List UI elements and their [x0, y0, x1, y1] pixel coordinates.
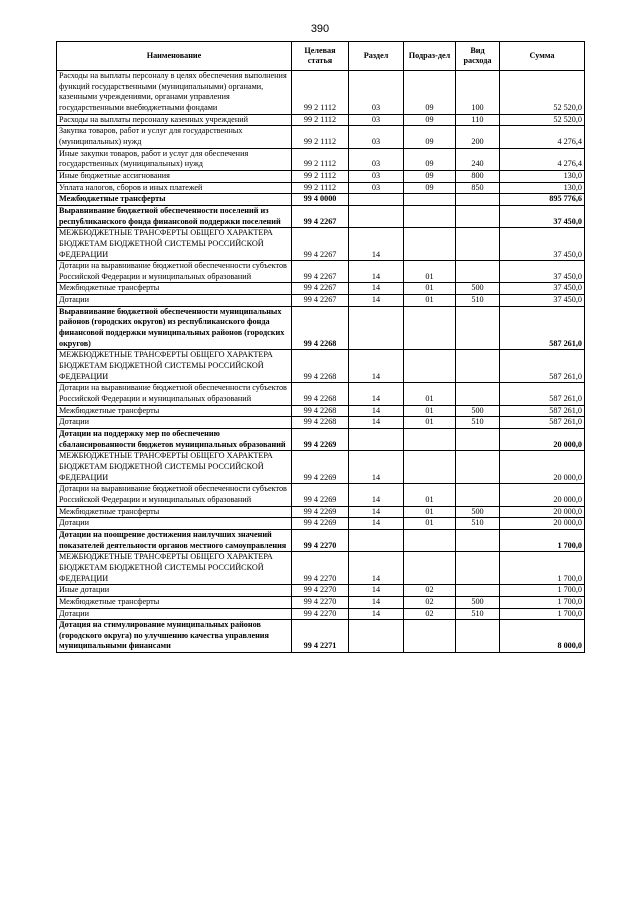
cell-subsection: 02 — [404, 596, 456, 608]
table-row — [57, 261, 585, 283]
cell-section: 03 — [349, 148, 404, 170]
cell-section: 14 — [349, 506, 404, 518]
cell-name: Уплата налогов, сборов и иных платежей — [57, 182, 292, 194]
cell-subsection: 01 — [404, 261, 456, 283]
cell-sum: 8 000,0 — [500, 620, 585, 653]
budget-table — [56, 41, 585, 653]
table-header-row — [57, 42, 585, 71]
table-row — [57, 205, 585, 227]
cell-target-article: 99 2 1112 — [292, 71, 349, 115]
cell-sum: 37 450,0 — [500, 205, 585, 227]
cell-target-article: 99 4 2267 — [292, 283, 349, 295]
cell-target-article: 99 4 2270 — [292, 608, 349, 620]
cell-name: Дотации на поддержку мер по обеспечению сбалансированности бюджетов муниципальных образований — [57, 429, 292, 451]
table-row — [57, 596, 585, 608]
cell-name: Расходы на выплаты персоналу казенных учреждений — [57, 114, 292, 126]
cell-target-article: 99 4 2268 — [292, 417, 349, 429]
cell-name: Межбюджетные трансферты — [57, 405, 292, 417]
header-section: Раздел — [349, 42, 404, 71]
header-target-article: Целевая статья — [292, 42, 349, 71]
cell-section: 14 — [349, 383, 404, 405]
cell-expense-type: 510 — [456, 417, 500, 429]
cell-sum: 20 000,0 — [500, 451, 585, 484]
cell-expense-type — [456, 350, 500, 383]
cell-name: Иные дотации — [57, 585, 292, 597]
cell-target-article: 99 2 1112 — [292, 114, 349, 126]
cell-name: МЕЖБЮДЖЕТНЫЕ ТРАНСФЕРТЫ ОБЩЕГО ХАРАКТЕРА БЮДЖЕТАМ БЮДЖЕТНОЙ СИСТЕМЫ РОССИЙСКОЙ ФЕДЕРАЦИИ — [57, 228, 292, 261]
cell-section — [349, 306, 404, 350]
cell-section — [349, 620, 404, 653]
cell-expense-type — [456, 194, 500, 206]
cell-target-article: 99 4 2271 — [292, 620, 349, 653]
cell-name: Дотации на поощрение достижения наилучших значений показателей деятельности органов местного самоуправления — [57, 529, 292, 551]
cell-expense-type — [456, 261, 500, 283]
cell-section: 14 — [349, 585, 404, 597]
cell-section: 14 — [349, 350, 404, 383]
cell-target-article: 99 4 2269 — [292, 484, 349, 506]
cell-section: 14 — [349, 295, 404, 307]
cell-target-article: 99 4 2269 — [292, 506, 349, 518]
header-expense-type: Вид расхода — [456, 42, 500, 71]
cell-sum: 37 450,0 — [500, 295, 585, 307]
table-row — [57, 620, 585, 653]
cell-subsection: 01 — [404, 518, 456, 530]
table-row — [57, 518, 585, 530]
cell-expense-type: 500 — [456, 506, 500, 518]
cell-name: Дотация на стимулирование муниципальных районов (городского округа) по улучшению качества управления муниципальными финансами — [57, 620, 292, 653]
table-row — [57, 170, 585, 182]
cell-sum: 4 276,4 — [500, 148, 585, 170]
cell-sum: 37 450,0 — [500, 283, 585, 295]
cell-target-article: 99 4 2270 — [292, 552, 349, 585]
table-row — [57, 182, 585, 194]
cell-section: 14 — [349, 405, 404, 417]
cell-subsection — [404, 350, 456, 383]
cell-expense-type — [456, 585, 500, 597]
cell-target-article: 99 4 2269 — [292, 518, 349, 530]
table-row — [57, 228, 585, 261]
header-subsection: Подраз-дел — [404, 42, 456, 71]
cell-sum: 37 450,0 — [500, 261, 585, 283]
cell-sum: 20 000,0 — [500, 518, 585, 530]
cell-expense-type — [456, 306, 500, 350]
cell-subsection: 09 — [404, 114, 456, 126]
cell-target-article: 99 4 2270 — [292, 596, 349, 608]
cell-subsection — [404, 306, 456, 350]
cell-sum: 4 276,4 — [500, 126, 585, 148]
cell-subsection: 01 — [404, 383, 456, 405]
cell-section: 14 — [349, 608, 404, 620]
table-row — [57, 194, 585, 206]
cell-expense-type: 800 — [456, 170, 500, 182]
cell-section — [349, 205, 404, 227]
cell-target-article: 99 4 2268 — [292, 306, 349, 350]
cell-subsection: 09 — [404, 182, 456, 194]
table-row — [57, 114, 585, 126]
cell-sum: 895 776,6 — [500, 194, 585, 206]
page-number: 390 — [310, 23, 330, 35]
cell-sum: 1 700,0 — [500, 585, 585, 597]
cell-sum: 52 520,0 — [500, 114, 585, 126]
cell-subsection: 01 — [404, 506, 456, 518]
cell-name: Дотации на выравнивание бюджетной обеспеченности субъектов Российской Федерации и муниципальных образований — [57, 261, 292, 283]
table-row — [57, 405, 585, 417]
cell-sum: 20 000,0 — [500, 506, 585, 518]
cell-name: Дотации — [57, 518, 292, 530]
cell-target-article: 99 2 1112 — [292, 126, 349, 148]
cell-expense-type: 510 — [456, 295, 500, 307]
cell-subsection — [404, 552, 456, 585]
cell-expense-type — [456, 484, 500, 506]
cell-name: МЕЖБЮДЖЕТНЫЕ ТРАНСФЕРТЫ ОБЩЕГО ХАРАКТЕРА БЮДЖЕТАМ БЮДЖЕТНОЙ СИСТЕМЫ РОССИЙСКОЙ ФЕДЕРАЦИИ — [57, 451, 292, 484]
cell-expense-type — [456, 228, 500, 261]
cell-section: 14 — [349, 518, 404, 530]
cell-expense-type — [456, 205, 500, 227]
cell-subsection: 01 — [404, 405, 456, 417]
cell-section — [349, 529, 404, 551]
cell-expense-type: 510 — [456, 518, 500, 530]
cell-subsection: 09 — [404, 71, 456, 115]
cell-section: 14 — [349, 484, 404, 506]
table-row — [57, 283, 585, 295]
table-row — [57, 451, 585, 484]
cell-subsection: 09 — [404, 148, 456, 170]
cell-name: МЕЖБЮДЖЕТНЫЕ ТРАНСФЕРТЫ ОБЩЕГО ХАРАКТЕРА БЮДЖЕТАМ БЮДЖЕТНОЙ СИСТЕМЫ РОССИЙСКОЙ ФЕДЕРАЦИИ — [57, 350, 292, 383]
cell-expense-type: 100 — [456, 71, 500, 115]
cell-name: Выравнивание бюджетной обеспеченности поселений из республиканского фонда финансовой поддержки поселений — [57, 205, 292, 227]
table-row — [57, 295, 585, 307]
cell-name: Иные закупки товаров, работ и услуг для обеспечения государственных (муниципальных) нужд — [57, 148, 292, 170]
cell-sum: 1 700,0 — [500, 608, 585, 620]
cell-target-article: 99 4 2267 — [292, 205, 349, 227]
cell-section: 14 — [349, 451, 404, 484]
table-row — [57, 484, 585, 506]
cell-expense-type — [456, 552, 500, 585]
cell-subsection: 02 — [404, 585, 456, 597]
cell-name: Дотации на выравнивание бюджетной обеспеченности субъектов Российской Федерации и муниципальных образований — [57, 484, 292, 506]
cell-subsection — [404, 451, 456, 484]
cell-expense-type: 500 — [456, 283, 500, 295]
cell-section: 14 — [349, 417, 404, 429]
table-row — [57, 608, 585, 620]
cell-section: 03 — [349, 126, 404, 148]
cell-sum: 1 700,0 — [500, 529, 585, 551]
cell-subsection: 01 — [404, 295, 456, 307]
cell-sum: 1 700,0 — [500, 552, 585, 585]
cell-expense-type: 500 — [456, 596, 500, 608]
cell-name: МЕЖБЮДЖЕТНЫЕ ТРАНСФЕРТЫ ОБЩЕГО ХАРАКТЕРА БЮДЖЕТАМ БЮДЖЕТНОЙ СИСТЕМЫ РОССИЙСКОЙ ФЕДЕРАЦИИ — [57, 552, 292, 585]
cell-sum: 1 700,0 — [500, 596, 585, 608]
table-row — [57, 417, 585, 429]
header-sum: Сумма — [500, 42, 585, 71]
cell-target-article: 99 4 0000 — [292, 194, 349, 206]
cell-expense-type: 850 — [456, 182, 500, 194]
cell-expense-type: 500 — [456, 405, 500, 417]
cell-section — [349, 194, 404, 206]
cell-sum: 587 261,0 — [500, 383, 585, 405]
cell-target-article: 99 2 1112 — [292, 170, 349, 182]
cell-name: Иные бюджетные ассигнования — [57, 170, 292, 182]
cell-target-article: 99 4 2270 — [292, 585, 349, 597]
cell-expense-type: 200 — [456, 126, 500, 148]
cell-target-article: 99 4 2268 — [292, 383, 349, 405]
cell-section: 14 — [349, 228, 404, 261]
cell-sum: 130,0 — [500, 182, 585, 194]
cell-sum: 37 450,0 — [500, 228, 585, 261]
table-row — [57, 71, 585, 115]
cell-name: Межбюджетные трансферты — [57, 194, 292, 206]
cell-target-article: 99 2 1112 — [292, 148, 349, 170]
cell-expense-type: 510 — [456, 608, 500, 620]
cell-sum: 587 261,0 — [500, 350, 585, 383]
cell-target-article: 99 4 2267 — [292, 295, 349, 307]
cell-expense-type — [456, 451, 500, 484]
table-row — [57, 529, 585, 551]
cell-sum: 52 520,0 — [500, 71, 585, 115]
cell-section — [349, 429, 404, 451]
cell-sum: 20 000,0 — [500, 484, 585, 506]
cell-sum: 587 261,0 — [500, 306, 585, 350]
cell-section: 14 — [349, 261, 404, 283]
cell-sum: 20 000,0 — [500, 429, 585, 451]
table-row — [57, 383, 585, 405]
cell-subsection — [404, 194, 456, 206]
cell-subsection — [404, 429, 456, 451]
cell-name: Дотации — [57, 417, 292, 429]
header-name: Наименование — [57, 42, 292, 71]
cell-name: Межбюджетные трансферты — [57, 506, 292, 518]
cell-sum: 130,0 — [500, 170, 585, 182]
cell-name: Дотации — [57, 608, 292, 620]
cell-target-article: 99 4 2267 — [292, 261, 349, 283]
cell-section: 03 — [349, 71, 404, 115]
cell-expense-type: 110 — [456, 114, 500, 126]
cell-section: 03 — [349, 170, 404, 182]
cell-subsection — [404, 228, 456, 261]
table-row — [57, 306, 585, 350]
cell-expense-type — [456, 429, 500, 451]
cell-name: Дотации на выравнивание бюджетной обеспеченности субъектов Российской Федерации и муниципальных образований — [57, 383, 292, 405]
cell-name: Межбюджетные трансферты — [57, 596, 292, 608]
cell-target-article: 99 4 2269 — [292, 429, 349, 451]
cell-subsection: 01 — [404, 417, 456, 429]
cell-name: Дотации — [57, 295, 292, 307]
cell-section: 03 — [349, 182, 404, 194]
table-row — [57, 506, 585, 518]
cell-target-article: 99 4 2269 — [292, 451, 349, 484]
table-row — [57, 429, 585, 451]
cell-target-article: 99 2 1112 — [292, 182, 349, 194]
cell-sum: 587 261,0 — [500, 417, 585, 429]
cell-target-article: 99 4 2270 — [292, 529, 349, 551]
cell-name: Выравнивание бюджетной обеспеченности муниципальных районов (городских округов) из республиканского фонда финансовой поддержки муниципальных районов (городских округов) — [57, 306, 292, 350]
cell-expense-type — [456, 620, 500, 653]
table-row — [57, 148, 585, 170]
cell-section: 03 — [349, 114, 404, 126]
cell-subsection — [404, 205, 456, 227]
cell-section: 14 — [349, 552, 404, 585]
table-row — [57, 552, 585, 585]
cell-subsection — [404, 529, 456, 551]
cell-name: Межбюджетные трансферты — [57, 283, 292, 295]
cell-subsection — [404, 620, 456, 653]
cell-name: Закупка товаров, работ и услуг для государственных (муниципальных) нужд — [57, 126, 292, 148]
cell-subsection: 09 — [404, 170, 456, 182]
table-row — [57, 126, 585, 148]
cell-subsection: 02 — [404, 608, 456, 620]
cell-target-article: 99 4 2267 — [292, 228, 349, 261]
cell-subsection: 01 — [404, 283, 456, 295]
cell-expense-type — [456, 383, 500, 405]
cell-section: 14 — [349, 596, 404, 608]
table-row — [57, 585, 585, 597]
cell-expense-type — [456, 529, 500, 551]
cell-sum: 587 261,0 — [500, 405, 585, 417]
cell-subsection: 09 — [404, 126, 456, 148]
cell-target-article: 99 4 2268 — [292, 405, 349, 417]
cell-subsection: 01 — [404, 484, 456, 506]
cell-section: 14 — [349, 283, 404, 295]
table-row — [57, 350, 585, 383]
cell-name: Расходы на выплаты персоналу в целях обеспечения выполнения функций государственными (муниципальными) органами, казенными учреждениями, органами управления государственными внебюджетными фондами — [57, 71, 292, 115]
cell-expense-type: 240 — [456, 148, 500, 170]
cell-target-article: 99 4 2268 — [292, 350, 349, 383]
